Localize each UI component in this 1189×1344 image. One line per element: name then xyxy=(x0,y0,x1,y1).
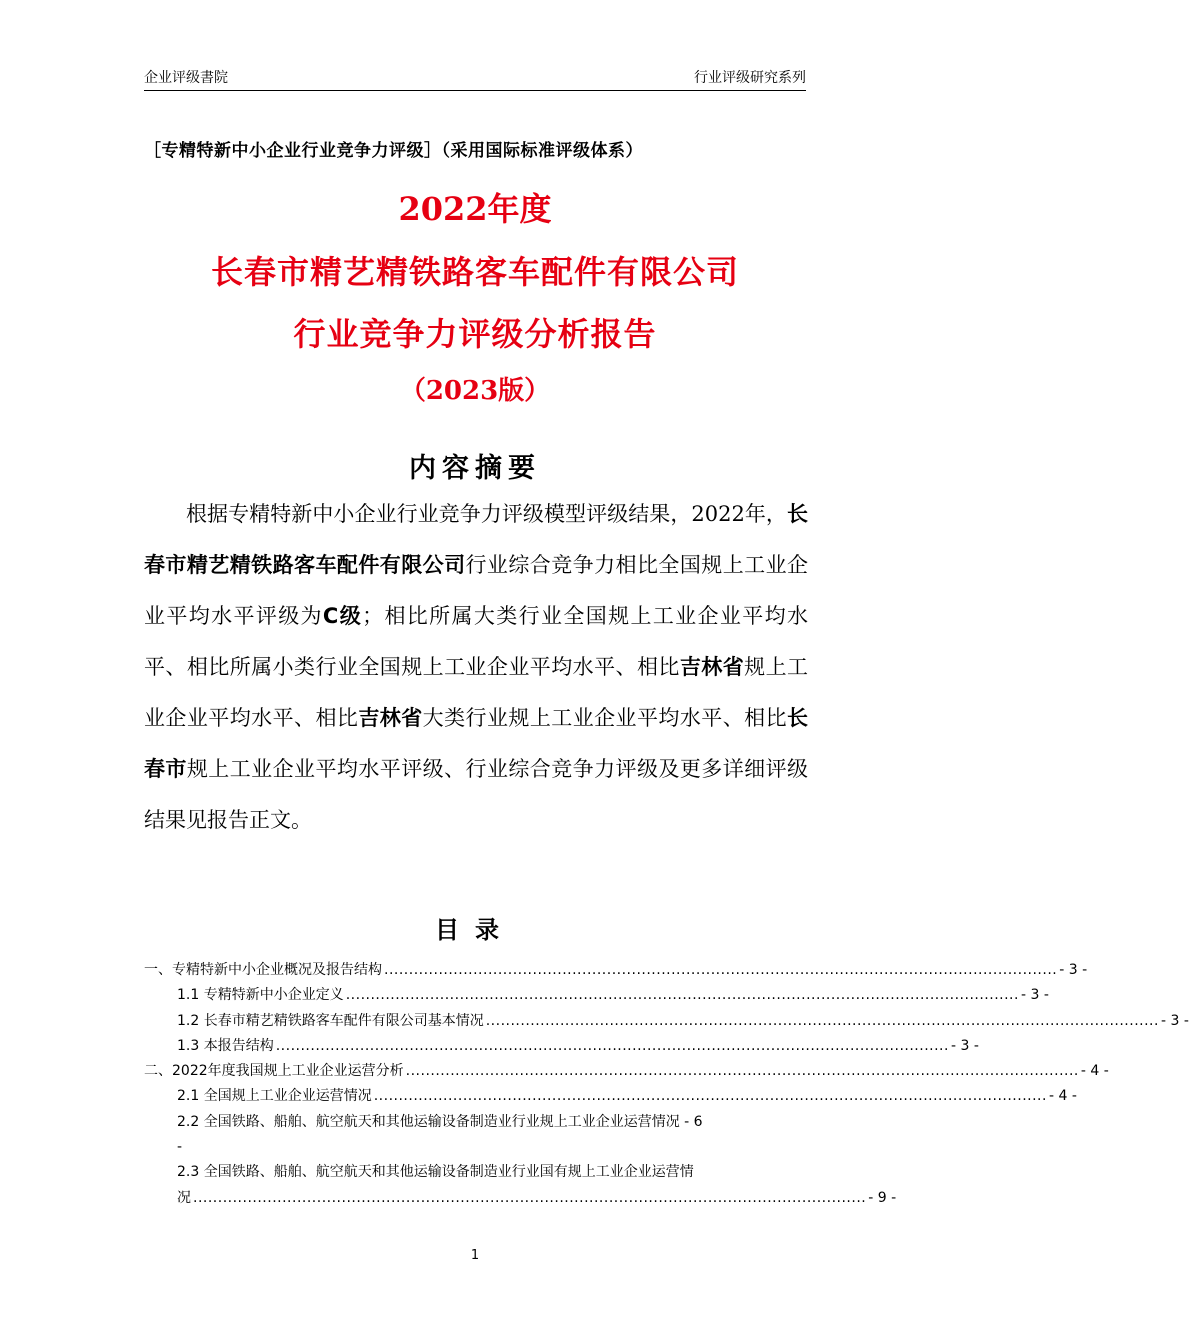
toc-leader: ........................................................................................................................................ xyxy=(384,962,1058,978)
toc-entry-page: - 3 - xyxy=(1160,1012,1189,1029)
toc-entry-line xyxy=(177,1110,806,1135)
table-of-contents xyxy=(144,958,1189,1211)
abstract-text-4: 规上工业企业平均水平、相比 xyxy=(144,655,809,730)
toc-entry-text: 一、专精特新中小企业概况及报告结构 xyxy=(144,962,382,978)
series-tag: ［专精特新中小企业行业竞争力评级］（采用国际标准评级体系） xyxy=(144,141,643,161)
title-company: 长春市精艺精铁路客车配件有限公司 xyxy=(210,253,739,291)
abstract-province-1: 吉林省 xyxy=(679,655,745,679)
abstract-text-1: 根据专精特新中小企业行业竞争力评级模型评级结果，2022年， xyxy=(186,502,787,526)
abstract-text-6: 规上工业企业平均水平评级、行业综合竞争力评级及更多详细评级结果见报告正文。 xyxy=(144,757,809,832)
toc-entry[interactable] xyxy=(144,1160,897,1211)
toc-entry-text: 二、2022年度我国规上工业企业运营分析 xyxy=(144,1063,404,1080)
toc-entry-page: - 4 - xyxy=(1080,1063,1109,1080)
toc-entry-page: - 9 - xyxy=(868,1189,897,1206)
toc-leader: ........................................................................................................................................ xyxy=(405,1063,1079,1080)
toc-entry[interactable] xyxy=(144,983,1049,1008)
abstract-paragraph xyxy=(144,489,808,846)
toc-entry[interactable] xyxy=(144,1034,979,1059)
abstract-heading: 内容摘要 xyxy=(409,453,541,484)
page-header xyxy=(144,66,806,91)
toc-leader: ........................................................................................................................................ xyxy=(275,1037,949,1054)
abstract-city: 长春市 xyxy=(144,706,809,781)
toc-entry-page: - 4 - xyxy=(1048,1088,1077,1105)
toc-entry-text: 1.3 本报告结构 xyxy=(177,1037,274,1054)
page-number: 1 xyxy=(470,1248,480,1263)
toc-leader: ........................................................................................................................................ xyxy=(373,1088,1047,1105)
toc-heading: 目录 xyxy=(435,916,515,944)
title-edition: （2023版） xyxy=(399,376,551,406)
toc-entry-page: - 3 - xyxy=(950,1037,979,1054)
toc-leader: ........................................................................................................................................ xyxy=(345,987,1019,1004)
toc-entry-page: - 3 - xyxy=(1059,962,1088,978)
toc-entry-page: - 3 - xyxy=(1020,987,1049,1004)
abstract-text-2: 行业综合竞争力相比全国规上工业企业平均水平评级为 xyxy=(144,553,808,628)
toc-entry-text: 2.2 全国铁路、船舶、航空航天和其他运输设备制造业行业规上工业企业运营情况 xyxy=(177,1113,680,1130)
toc-entry-text: 1.1 专精特新中小企业定义 xyxy=(177,987,344,1004)
toc-leader: ........................................................................................................................................ xyxy=(485,1012,1159,1029)
toc-entry-line xyxy=(177,1186,897,1211)
header-series: 行业评级研究系列 xyxy=(694,70,806,86)
title-year: 2022年度 xyxy=(398,190,552,228)
toc-entry-continuation: 况 xyxy=(177,1189,191,1206)
title-report: 行业竞争力评级分析报告 xyxy=(293,315,657,353)
toc-entry[interactable] xyxy=(144,1009,1189,1034)
toc-entry[interactable] xyxy=(144,1059,1109,1084)
toc-entry-page: - 6 xyxy=(684,1113,703,1130)
toc-entry-text: 2.3 全国铁路、船舶、航空航天和其他运输设备制造业行业国有规上工业企业运营情 xyxy=(177,1164,694,1181)
abstract-grade: C级 xyxy=(322,604,363,628)
toc-entry[interactable] xyxy=(144,958,1088,983)
header-publisher: 企业评级書院 xyxy=(144,70,228,86)
toc-entry[interactable] xyxy=(144,1110,806,1161)
toc-entry[interactable] xyxy=(144,1084,1077,1109)
abstract-text-5: 大类行业规上工业企业平均水平、相比 xyxy=(422,706,788,730)
abstract-province-2: 吉林省 xyxy=(358,706,423,730)
toc-entry-text: 1.2 长春市精艺精铁路客车配件有限公司基本情况 xyxy=(177,1012,484,1029)
abstract-company: 长春市精艺精铁路客车配件有限公司 xyxy=(144,502,808,577)
toc-leader: ........................................................................................................................................ xyxy=(193,1189,867,1206)
toc-entry-text: 2.1 全国规上工业企业运营情况 xyxy=(177,1088,372,1105)
abstract-text-3: ；相比所属大类行业全国规上工业企业平均水平、相比所属小类行业全国规上工业企业平均水平、相比 xyxy=(144,604,809,679)
toc-entry-continuation: - xyxy=(177,1139,183,1156)
